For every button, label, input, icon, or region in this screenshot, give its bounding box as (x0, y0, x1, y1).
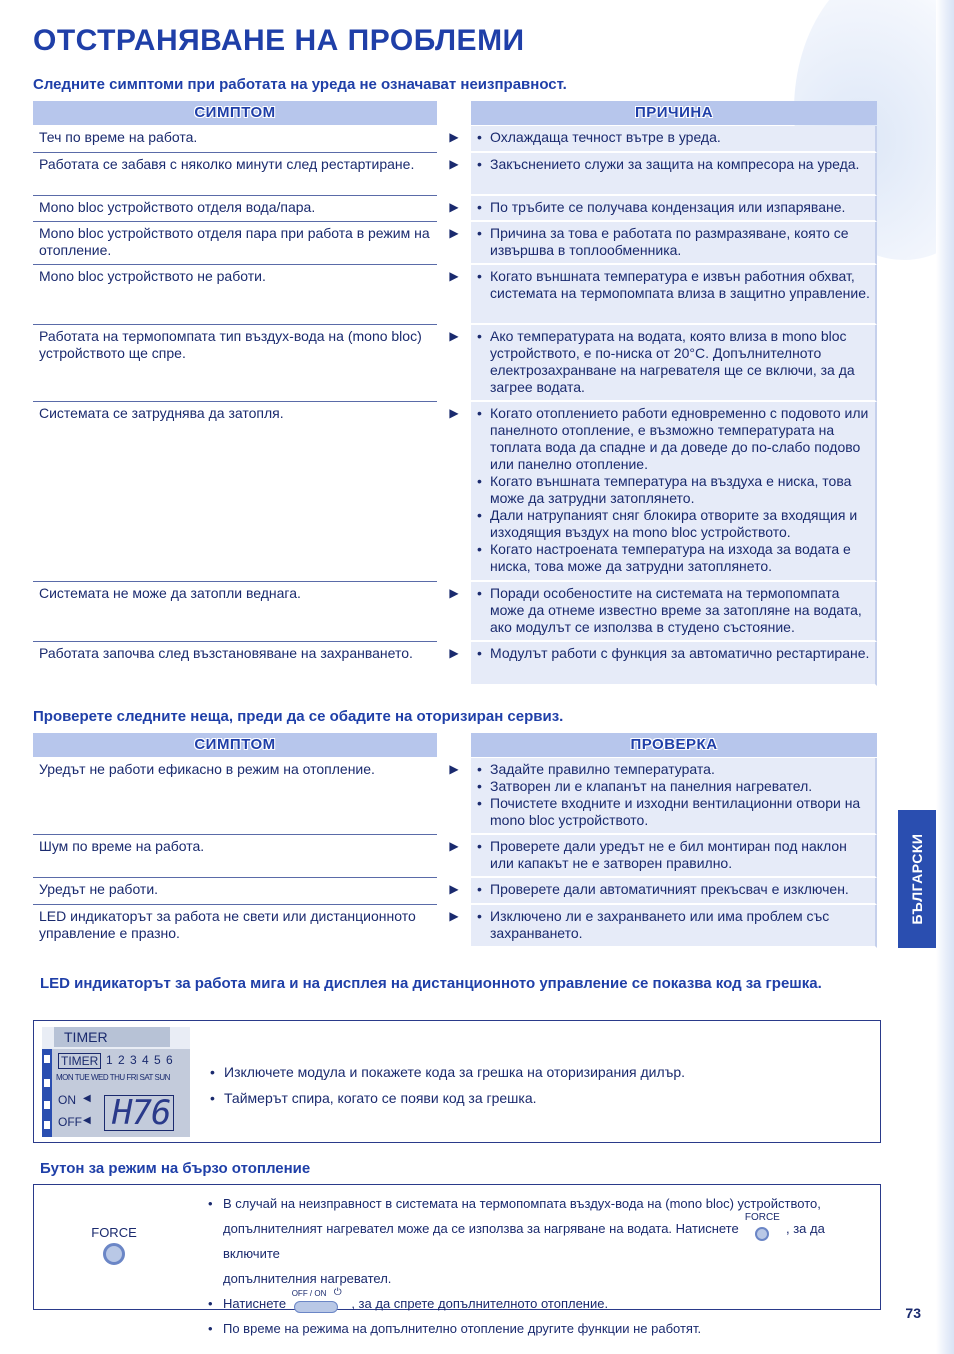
bullet-icon: • (208, 1321, 213, 1336)
offon-button-icon (294, 1301, 338, 1313)
force-button-icon (755, 1227, 769, 1241)
force-label: FORCE (91, 1225, 137, 1240)
cause-item: • Охлаждаща течност вътре в уреда. (477, 129, 871, 146)
arrow-right-icon: ▶ (449, 646, 459, 660)
force-button-icon (103, 1243, 125, 1265)
cause-item: • Когато отоплението работи едновременно с подовото или панелното отопление, е възможно температурата на топлата вода да спадне и да доведе до по-слабо подово или панелно отопление. (477, 405, 871, 473)
symptom-cell: LED индикаторът за работа не свети или дистанционното управление е празно. (39, 908, 416, 941)
force-line-4a: Натиснете (223, 1296, 287, 1311)
section3-heading: LED индикаторът за работа мига и на дисплея на дистанционното управление се показва код за грешка. (40, 975, 822, 992)
symptom-cell: Системата не може да затопли веднага. (33, 582, 437, 642)
lcd-strip-dot (44, 1121, 50, 1129)
section2-check-header: ПРОВЕРКА (471, 733, 877, 757)
arrow-right-icon: ▶ (449, 226, 459, 240)
page-number: 73 (905, 1305, 921, 1321)
inline-offon-label: OFF / ON (291, 1288, 327, 1298)
check-item: • Затворен ли е клапанът на панелния нагревател. (477, 778, 871, 795)
cause-item: • Причина за това е работата по размразяване, която се извършва в топлообменника. (477, 225, 871, 259)
lcd-strip-dot (44, 1055, 50, 1063)
cause-item: • Закъснението служи за защита на компресора на уреда. (477, 156, 871, 173)
table-row (33, 905, 877, 948)
list-item: • Изключете модула и покажете кода за грешка на оторизирания дилър. (210, 1059, 685, 1085)
check-item: • Проверете дали уредът не е бил монтиран под наклон или капакът не е затворен правилно. (477, 838, 871, 872)
arrow-left-icon: ◀ (83, 1093, 91, 1104)
list-item (208, 1211, 874, 1266)
table-row (33, 402, 877, 582)
language-side-tab (898, 810, 936, 948)
arrow-right-icon: ▶ (449, 130, 459, 144)
inline-force-button (742, 1211, 782, 1239)
cause-cell (471, 642, 877, 686)
cause-item: • Ако температурата на водата, която влиза в mono bloc устройството, е по-ниска от 20°C. Допълнителното електрозахранване на нагревателя ще се включи, за да загрее водата. (477, 328, 871, 396)
cause-cell (471, 402, 877, 582)
arrow-right-icon: ▶ (449, 157, 459, 171)
section1-cause-header: ПРИЧИНА (471, 101, 877, 125)
arrow-right-icon: ▶ (449, 406, 459, 420)
lcd-off-label: OFF (58, 1115, 82, 1129)
lcd-strip-dot (44, 1101, 50, 1109)
cause-item: • Дали натрупаният сняг блокира отворите за входящия и изходящия въздух на mono bloc устройството. (477, 507, 871, 541)
cause-item: • Когато настроената температура на изхода за водата е ниска, това може да затрудни затоплянето. (477, 541, 871, 575)
lcd-side-strip (42, 1049, 52, 1137)
check-item: • Почистете входните и изходни вентилационни отвори на mono bloc устройството. (477, 795, 871, 829)
check-cell (471, 878, 877, 905)
symptom-cell: Mono bloc устройството отделя вода/пара. (33, 196, 437, 222)
arrow-right-icon: ▶ (449, 839, 459, 853)
list-item (208, 1316, 874, 1341)
lcd-error-code: H76 (112, 1093, 171, 1133)
lcd-timer-tag: TIMER (54, 1027, 170, 1047)
section2-symptom-header: СИМПТОМ (33, 733, 437, 757)
lcd-weekdays: MON TUE WED THU FRI SAT SUN (56, 1073, 170, 1082)
force-line-1: В случай на неизправност в системата на термопомпата въздух-вода на (mono bloc) устройството, (223, 1196, 821, 1211)
power-icon: ⏻ (333, 1286, 342, 1298)
table-row (33, 878, 877, 905)
check-cell (471, 905, 877, 948)
list-item (208, 1266, 874, 1291)
inline-offon-button (290, 1286, 348, 1314)
force-line-5: По време на режима на допълнително отопление другите функции не работят. (223, 1321, 702, 1336)
lcd-timer-label: TIMER (58, 1053, 101, 1069)
error-code-box (33, 1020, 881, 1143)
table-row (33, 325, 877, 402)
table-row (33, 126, 877, 153)
force-line-4b: , за да спрете допълнителното отопление. (351, 1296, 609, 1311)
section2-heading: Проверете следните неща, преди да се обадите на оторизиран сервиз. (33, 708, 564, 725)
cause-cell (471, 196, 877, 222)
arrow-right-icon: ▶ (449, 200, 459, 214)
section1-heading: Следните симптоми при работата на уреда не означават неизправност. (33, 76, 567, 93)
symptom-cell: Mono bloc устройството отделя пара при работа в режим на отопление. (33, 222, 437, 265)
symptom-cell: Работата на термопомпата тип въздух-вода на (mono bloc) устройството ще спре. (33, 325, 437, 402)
arrow-right-icon: ▶ (449, 882, 459, 896)
cause-item: • Модулът работи с функция за автоматично рестартиране. (477, 645, 871, 662)
bullet-icon: • (208, 1196, 213, 1211)
force-mode-text (208, 1191, 874, 1341)
inline-force-label: FORCE (744, 1211, 780, 1223)
check-item: • Изключено ли е захранването или има проблем със захранването. (477, 908, 871, 942)
cause-cell (471, 126, 877, 153)
language-side-tab-label: БЪЛГАРСКИ (909, 833, 925, 925)
cause-item: • Поради особеностите на системата на термопомпата може да отнеме известно време за затопляне на водата, ако модулът се използва в студено състояние. (477, 585, 871, 636)
lcd-digits: 1 2 3 4 5 6 (106, 1053, 174, 1067)
arrow-right-icon: ▶ (449, 909, 459, 923)
check-item: • Задайте правилно температурата. (477, 761, 871, 778)
arrow-right-icon: ▶ (449, 269, 459, 283)
cause-cell (471, 222, 877, 265)
cause-cell (471, 265, 877, 325)
lcd-on-label: ON (58, 1093, 76, 1107)
force-line-3: допълнителния нагревател. (223, 1271, 392, 1286)
table-row (33, 582, 877, 642)
table-row (33, 265, 877, 325)
symptom-cell: Системата се затруднява да затопля. (33, 402, 437, 582)
symptom-cell: Mono bloc устройството не работи. (33, 265, 437, 325)
error-code-bullets (210, 1059, 685, 1111)
remote-lcd-display (42, 1027, 190, 1137)
table-row (33, 758, 877, 835)
lcd-strip-dot (44, 1079, 50, 1087)
force-line-2a: допълнителният нагревател може да се използва за нагряване на водата. Натиснете (223, 1221, 739, 1236)
table-row (33, 196, 877, 222)
symptom-cell: Уредът не работи. (33, 878, 437, 905)
cause-item: • По тръбите се получава кондензация или изпаряване. (477, 199, 871, 216)
table-row (33, 835, 877, 878)
table-row (33, 222, 877, 265)
right-edge-decoration (936, 0, 954, 1354)
arrow-right-icon: ▶ (449, 329, 459, 343)
lcd-screen (42, 1049, 190, 1137)
symptom-cell: Работата се забавя с няколко минути след рестартиране. (33, 153, 437, 196)
symptom-cell: Теч по време на работа. (33, 126, 437, 153)
cause-cell (471, 325, 877, 402)
arrow-right-icon: ▶ (449, 762, 459, 776)
section1-symptom-header: СИМПТОМ (33, 101, 437, 125)
cause-cell (471, 582, 877, 642)
force-button-illustration (86, 1225, 142, 1265)
table-row (33, 153, 877, 196)
check-cell (471, 835, 877, 878)
bullet-icon: • (208, 1296, 213, 1311)
section2-table (33, 758, 877, 948)
force-line-2b: , за да включите (223, 1221, 825, 1261)
symptom-cell: Уредът не работи ефикасно в режим на отопление. (33, 758, 437, 835)
section4-heading: Бутон за режим на бързо отопление (40, 1160, 311, 1177)
force-mode-box (33, 1184, 881, 1336)
page-title: ОТСТРАНЯВАНЕ НА ПРОБЛЕМИ (33, 24, 525, 57)
arrow-left-icon: ◀ (83, 1115, 91, 1126)
check-item: • Проверете дали автоматичният прекъсвач е изключен. (477, 881, 871, 898)
check-cell (471, 758, 877, 835)
cause-item: • Когато външната температура е извън работния обхват, системата на термопомпата влиза в защитно управление. (477, 268, 871, 302)
list-item (208, 1286, 874, 1316)
cause-item: • Когато външната температура на въздуха е ниска, това може да затрудни затоплянето. (477, 473, 871, 507)
symptom-cell: Работата започва след възстановяване на захранването. (39, 645, 413, 661)
arrow-right-icon: ▶ (449, 586, 459, 600)
list-item: • Таймерът спира, когато се появи код за грешка. (210, 1085, 685, 1111)
section1-table (33, 126, 877, 686)
cause-cell (471, 153, 877, 196)
symptom-cell: Шум по време на работа. (33, 835, 437, 878)
table-row (33, 642, 877, 686)
